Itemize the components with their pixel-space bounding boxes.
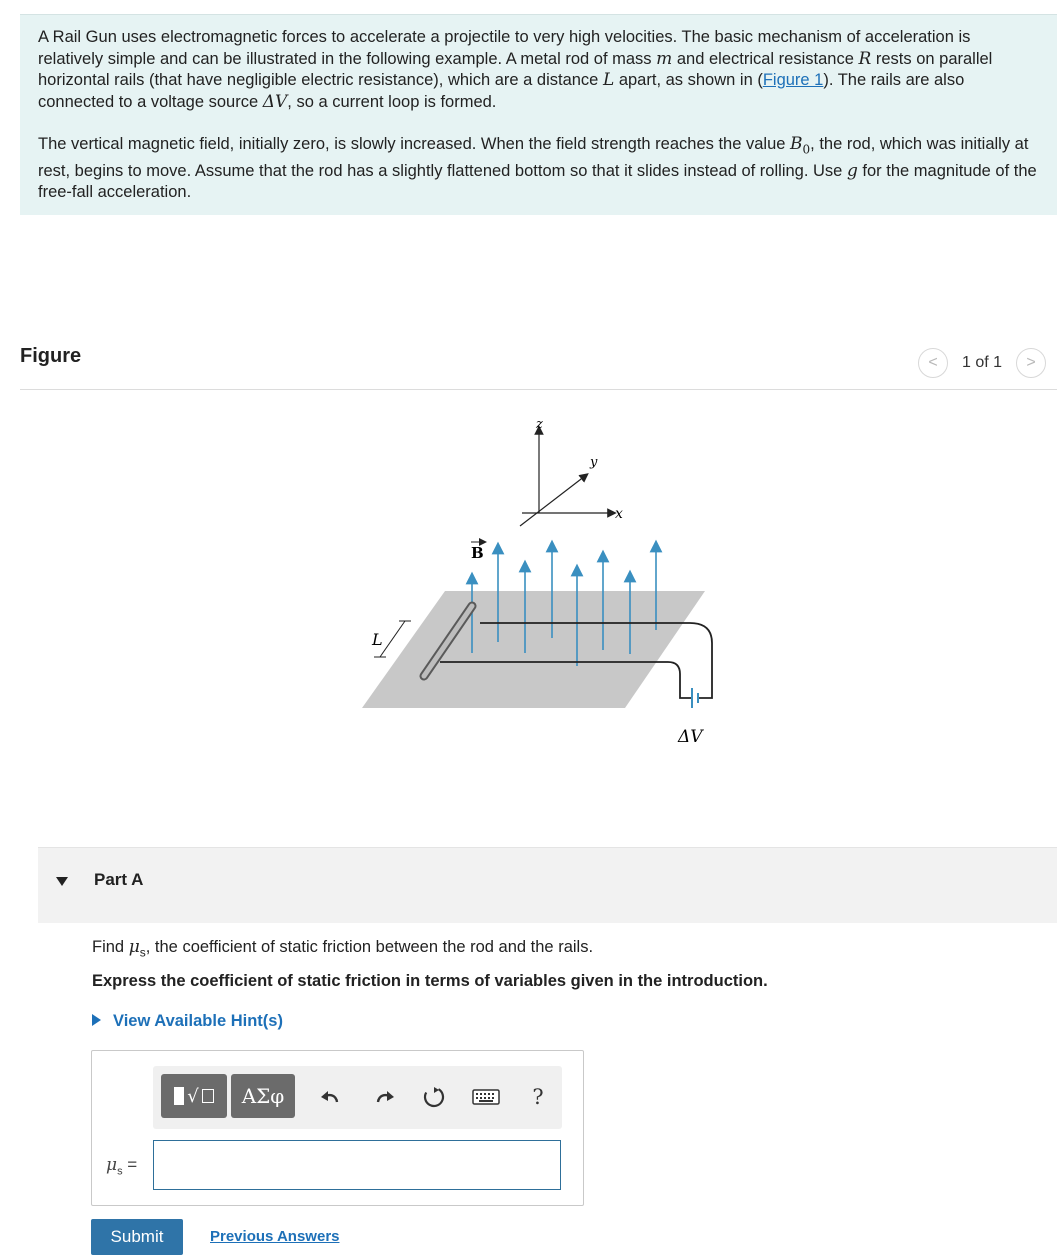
field-label: B: [471, 544, 484, 562]
problem-introduction: [20, 14, 1057, 215]
answer-input[interactable]: [153, 1140, 561, 1190]
undo-icon: [319, 1086, 341, 1108]
answer-instruction: Express the coefficient of static friction in terms of variables given in the introduction.: [92, 972, 768, 990]
voltage-label: ΔV: [678, 727, 703, 747]
collapse-triangle-icon[interactable]: [56, 877, 68, 886]
answer-variable-label: $\mu_s$ =: [106, 1155, 138, 1178]
expand-triangle-icon: [92, 1014, 101, 1026]
chevron-right-icon: >: [1026, 354, 1036, 371]
question-text: Find $\mu_s$, the coefficient of static friction between the rod and the rails.: [92, 937, 594, 960]
y-axis: [520, 476, 585, 526]
figure-pager: [918, 348, 1046, 378]
z-axis-label: z: [536, 417, 543, 432]
submit-button[interactable]: Submit: [91, 1219, 183, 1255]
previous-figure-button[interactable]: [918, 348, 948, 378]
part-title: Part A: [94, 870, 144, 889]
figure-divider: [20, 389, 1057, 390]
x-axis-label: x: [615, 506, 623, 522]
templates-button[interactable]: [161, 1074, 227, 1118]
help-button[interactable]: ?: [532, 1085, 544, 1109]
previous-answers-link[interactable]: Previous Answers: [210, 1228, 340, 1245]
keyboard-icon: [472, 1089, 500, 1105]
figure-count: 1 of 1: [962, 354, 1003, 371]
y-axis-label: y: [590, 455, 598, 470]
reset-button[interactable]: [421, 1084, 447, 1110]
intro-paragraph-2: The vertical magnetic field, initially zero, is slowly increased. When the field strength reaches the value $B_0$, the rod, which was initially at rest, begins to move. Assume that the rod has a slightly flattened bottom so that it slides instead of rolling. Use g for the magnitude of the free-fall acceleration.: [38, 134, 1037, 202]
undo-button[interactable]: [317, 1084, 343, 1110]
answer-entry-panel: [91, 1050, 584, 1206]
reset-icon: [422, 1085, 446, 1109]
intro-paragraph-1: A Rail Gun uses electromagnetic forces to accelerate a projectile to very high velocities. The basic mechanism of acceleration is relatively simple and can be illustrated in the following example. A metal rod of mass m and electrical resistance R rests on parallel horizontal rails (that have negligible electric resistance), which are a distance L apart, as shown in (Figure 1). The rails are also connected to a voltage source ΔV, so a current loop is formed.: [38, 28, 993, 112]
rail-gun-diagram: [350, 408, 740, 758]
rail-gun-figure: [350, 408, 740, 758]
horizontal-plane: [362, 591, 705, 708]
fraction-root-template-icon: √: [174, 1086, 213, 1107]
figure-heading: Figure: [20, 345, 82, 367]
chevron-left-icon: <: [928, 354, 938, 371]
math-toolbar: [153, 1066, 562, 1129]
figure-link[interactable]: Figure 1: [762, 71, 824, 89]
part-a-header[interactable]: [38, 847, 1057, 923]
rail-separation-label: L: [372, 630, 383, 649]
redo-button[interactable]: [372, 1084, 398, 1110]
redo-icon: [374, 1086, 396, 1108]
symbols-button[interactable]: ΑΣφ: [231, 1074, 295, 1118]
next-figure-button[interactable]: [1016, 348, 1046, 378]
keyboard-button[interactable]: [471, 1084, 501, 1110]
view-hints-toggle[interactable]: View Available Hint(s): [92, 1012, 283, 1031]
